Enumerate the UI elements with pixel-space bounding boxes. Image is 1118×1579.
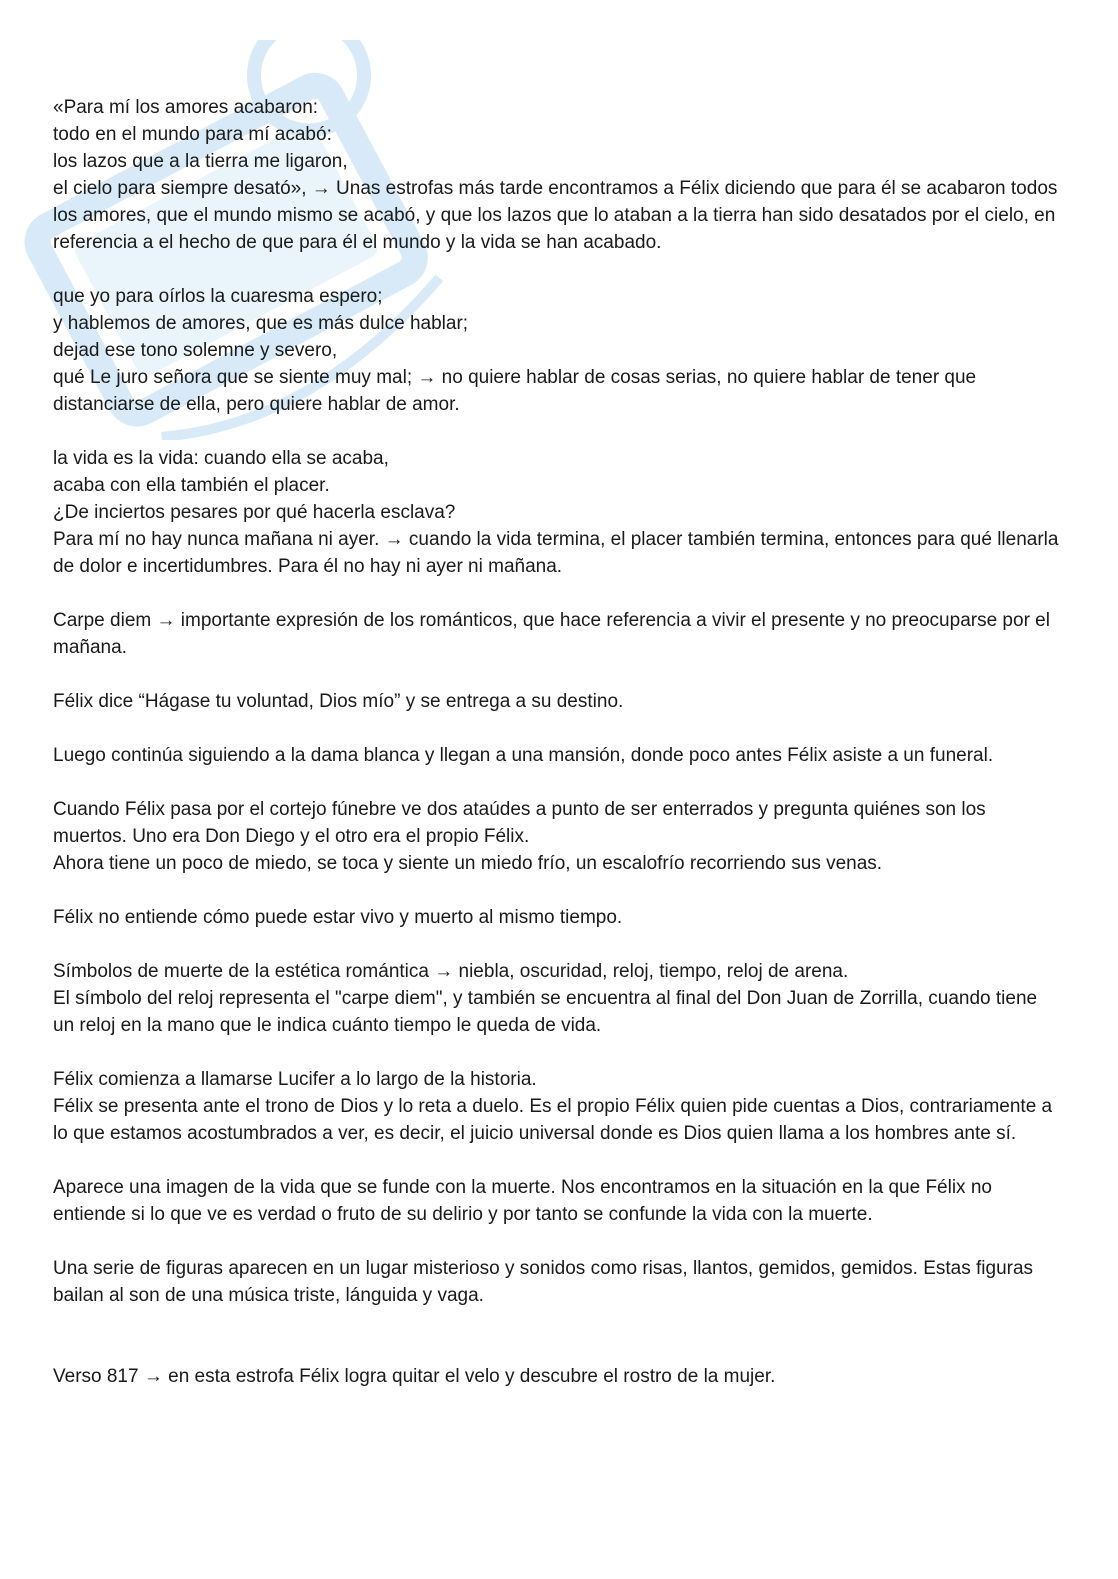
paragraph-text: Una serie de figuras aparecen en un lugar misterioso y sonidos como risas, llantos, gemidos, gemidos. Estas figuras bailan al son de una música triste, lánguida y vaga.: [53, 1258, 1034, 1306]
paragraph-text: El símbolo del reloj representa el "carpe diem", y también se encuentra al final del Don Juan de Zorrilla, cuando tiene un reloj en la mano que le indica cuánto tiempo le queda de vida.: [53, 988, 1038, 1036]
verse-line: «Para mí los amores acabaron:: [53, 97, 319, 118]
commentary-text: qué Le juro señora que se siente muy mal; → no quiere hablar de cosas serias, no quiere hablar de tener que distanciarse de ella, pero quiere hablar de amor.: [53, 367, 977, 415]
paragraph-3: [53, 445, 1063, 580]
paragraph-text: Félix no entiende cómo puede estar vivo y muerto al mismo tiempo.: [53, 907, 623, 928]
paragraph-9: [53, 958, 1063, 1039]
verse-line: ¿De inciertos pesares por qué hacerla esclava?: [53, 502, 456, 523]
paragraph-11: [53, 1174, 1063, 1228]
paragraph-13: [53, 1363, 1063, 1390]
commentary-text: Para mí no hay nunca mañana ni ayer. → cuando la vida termina, el placer también termina, entonces para qué llenarla de dolor e incertidumbres. Para él no hay ni ayer ni mañana.: [53, 529, 1059, 577]
paragraph-text: Verso 817 → en esta estrofa Félix logra quitar el velo y descubre el rostro de la mujer.: [53, 1366, 776, 1387]
paragraph-text: Cuando Félix pasa por el cortejo fúnebre ve dos ataúdes a punto de ser enterrados y pregunta quiénes son los muertos. Uno era Don Diego y el otro era el propio Félix.: [53, 799, 986, 847]
verse-line: la vida es la vida: cuando ella se acaba,: [53, 448, 389, 469]
paragraph-1: [53, 94, 1063, 256]
paragraph-text: Félix se presenta ante el trono de Dios y lo reta a duelo. Es el propio Félix quien pide cuentas a Dios, contrariamente a lo que estamos acostumbrados a ver, es decir, el juicio universal donde es Dios quien llama a los hombres ante sí.: [53, 1096, 1053, 1144]
paragraph-text: Luego continúa siguiendo a la dama blanca y llegan a una mansión, donde poco antes Félix asiste a un funeral.: [53, 745, 994, 766]
commentary-text: el cielo para siempre desató», → Unas estrofas más tarde encontramos a Félix diciendo que para él se acabaron todos los amores, que el mundo mismo se acabó, y que los lazos que lo ataban a la tierra han sido desatados por el cielo, en referencia a el hecho de que para él el mundo y la vida se han acabado.: [53, 178, 1058, 253]
paragraph-8: [53, 904, 1063, 931]
paragraph-5: [53, 688, 1063, 715]
paragraph-text: Aparece una imagen de la vida que se funde con la muerte. Nos encontramos en la situación en la que Félix no entiende si lo que ve es verdad o fruto de su delirio y por tanto se confunde la vida con la muerte.: [53, 1177, 992, 1225]
paragraph-12: [53, 1255, 1063, 1309]
paragraph-2: [53, 283, 1063, 418]
verse-line: que yo para oírlos la cuaresma espero;: [53, 286, 383, 307]
paragraph-text: Félix comienza a llamarse Lucifer a lo largo de la historia.: [53, 1069, 537, 1090]
paragraph-text: Carpe diem → importante expresión de los románticos, que hace referencia a vivir el presente y no preocuparse por el mañana.: [53, 610, 1050, 658]
paragraph-7: [53, 796, 1063, 877]
document-body: [53, 94, 1063, 1417]
paragraph-6: [53, 742, 1063, 769]
verse-line: acaba con ella también el placer.: [53, 475, 330, 496]
paragraph-text: Símbolos de muerte de la estética romántica → niebla, oscuridad, reloj, tiempo, reloj de arena.: [53, 961, 849, 982]
paragraph-text: Ahora tiene un poco de miedo, se toca y siente un miedo frío, un escalofrío recorriendo sus venas.: [53, 853, 883, 874]
paragraph-10: [53, 1066, 1063, 1147]
paragraph-text: Félix dice “Hágase tu voluntad, Dios mío” y se entrega a su destino.: [53, 691, 624, 712]
paragraph-4: [53, 607, 1063, 661]
verse-line: dejad ese tono solemne y severo,: [53, 340, 338, 361]
verse-line: todo en el mundo para mí acabó:: [53, 124, 332, 145]
verse-line: los lazos que a la tierra me ligaron,: [53, 151, 348, 172]
verse-line: y hablemos de amores, que es más dulce hablar;: [53, 313, 469, 334]
